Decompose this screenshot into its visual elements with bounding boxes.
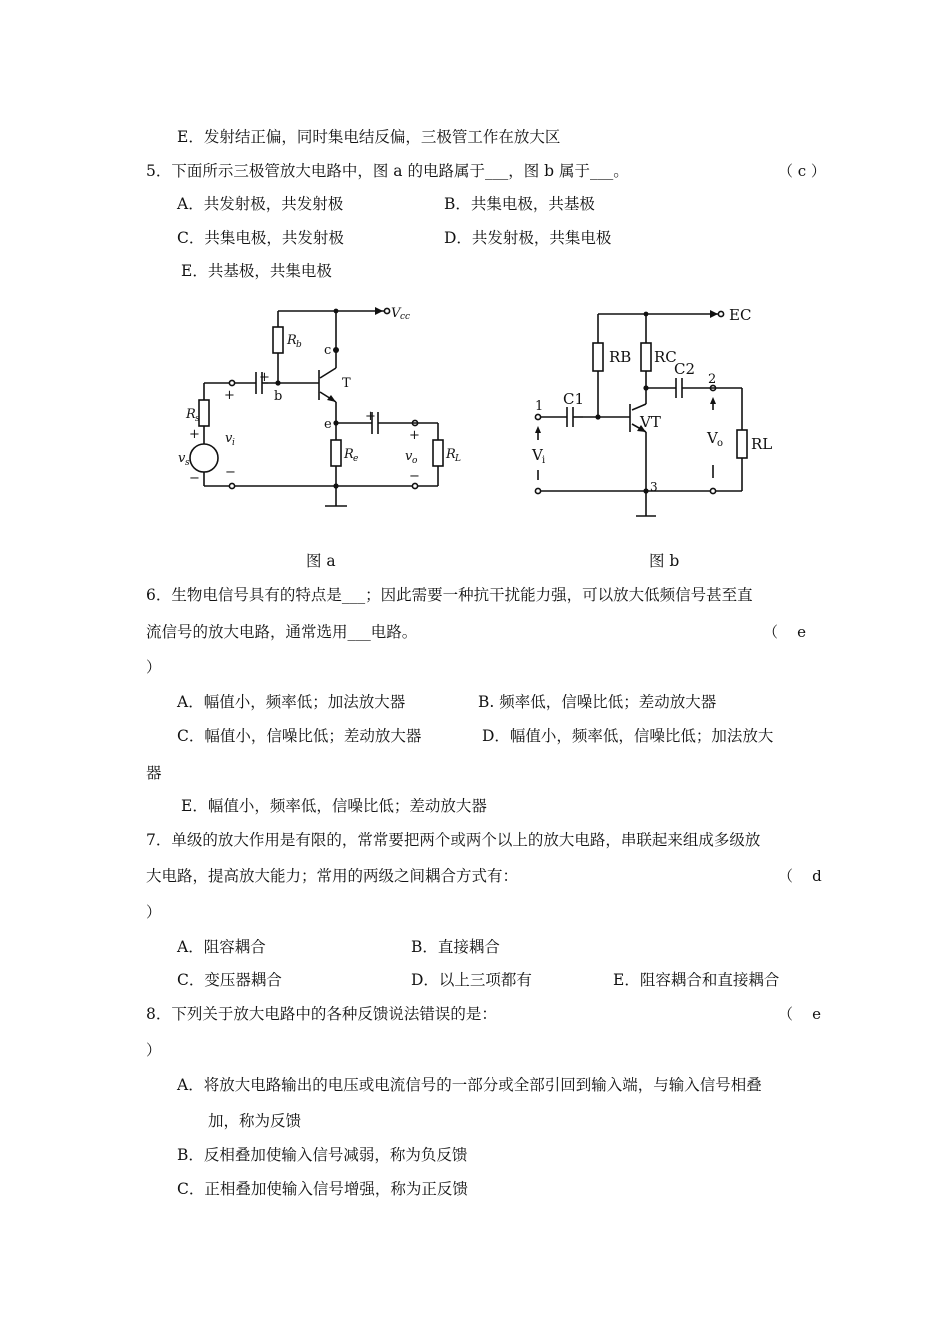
label-rl: R (446, 447, 456, 462)
q7-option-c: C．变压器耦合 (177, 971, 282, 989)
label-vi: v (225, 431, 233, 446)
q7-stem-line2: 大电路，提高放大能力；常用的两级之间耦合方式有： (146, 867, 519, 885)
label-e: e (324, 417, 332, 432)
label-vo-b-sub: o (717, 438, 724, 449)
label-vs: v (178, 451, 186, 466)
label-minus-src: − (189, 471, 200, 486)
figure-b-caption: 图 b (649, 552, 680, 570)
q7-answer-open: （ d (778, 867, 822, 885)
q8-option-a-line1: A．将放大电路输出的电压或电流信号的一部分或全部引回到输入端，与输入信号相叠 (177, 1076, 762, 1094)
q8-option-b: B．反相叠加使输入信号减弱，称为负反馈 (177, 1146, 468, 1164)
label-vo: v (405, 449, 413, 464)
q7-option-a: A．阻容耦合 (177, 938, 266, 956)
label-plus-src: + (189, 427, 200, 442)
q5-option-a: A．共发射极，共发射极 (177, 195, 344, 213)
label-minus-out: − (409, 469, 420, 484)
label-node-2: 2 (708, 372, 717, 387)
q6-option-d: D．幅值小，频率低，信噪比低；加法放大 (482, 727, 774, 745)
q6-option-e: E．幅值小，频率低，信噪比低；差动放大器 (181, 797, 487, 815)
q6-option-a: A．幅值小，频率低；加法放大器 (177, 693, 406, 711)
label-vo-sub: o (412, 456, 418, 466)
q5-stem: 5．下面所示三极管放大电路中，图 a 的电路属于___，图 b 属于___。 (146, 162, 629, 180)
label-vo-b: V (707, 429, 718, 447)
q8-answer-open: （ e (778, 1005, 821, 1023)
q7-stem-line1: 7．单级的放大作用是有限的，常常要把两个或两个以上的放大电路，串联起来组成多级放 (146, 831, 761, 849)
label-rb-sub: b (296, 340, 302, 350)
label-vi-sub: i (232, 438, 235, 448)
label-vi-b: V (532, 446, 543, 464)
label-rl-b: RL (751, 435, 773, 453)
q6-option-c: C．幅值小，信噪比低；差动放大器 (177, 727, 422, 745)
label-plus-cin: + (259, 370, 270, 385)
q6-stem-line1: 6．生物电信号具有的特点是___；因此需要一种抗干扰能力强，可以放大低频信号甚至直 (146, 586, 753, 604)
label-vt: VT (640, 413, 661, 431)
q8-option-a-line2: 加，称为反馈 (208, 1112, 302, 1130)
label-ec: EC (729, 306, 752, 324)
q8-answer-close: ） (146, 1041, 162, 1059)
label-rs-sub: s (195, 414, 200, 424)
q5-option-d: D．共发射极，共集电极 (444, 229, 612, 247)
label-node-3: 3 (650, 480, 658, 494)
q8-option-c: C．正相叠加使输入信号增强，称为正反馈 (177, 1180, 468, 1198)
q5-option-b: B．共集电极，共基极 (444, 195, 595, 213)
q6-answer-open: （ e (763, 623, 806, 641)
label-vcc: V (391, 306, 401, 321)
q7-option-d: D．以上三项都有 (411, 971, 532, 989)
circuit-figure-b (0, 0, 950, 560)
label-vi-b-sub: i (542, 455, 546, 466)
q5-option-e: E．共基极，共集电极 (181, 262, 332, 280)
label-re-sub: e (353, 454, 359, 464)
q6-option-d-cont: 器 (146, 764, 162, 782)
q6-answer-close: ） (146, 658, 162, 676)
label-rb-b: RB (609, 348, 632, 366)
label-rl-sub: L (455, 454, 461, 464)
q4-option-e: E．发射结正偏，同时集电结反偏，三极管工作在放大区 (177, 128, 561, 146)
label-c1: C1 (563, 390, 585, 408)
q8-stem: 8．下列关于放大电路中的各种反馈说法错误的是： (146, 1005, 497, 1023)
label-b: b (274, 389, 283, 404)
q5-option-c: C．共集电极，共发射极 (177, 229, 344, 247)
label-c2: C2 (674, 360, 696, 378)
label-re: R (344, 447, 354, 462)
label-vcc-sub: cc (400, 312, 411, 322)
figure-a-caption: 图 a (306, 552, 336, 570)
label-rs: R (186, 407, 196, 422)
q5-answer: （ c ） (778, 162, 826, 180)
q6-option-b: B. 频率低，信噪比低；差动放大器 (478, 693, 717, 711)
label-rc: RC (654, 348, 677, 366)
label-node-1: 1 (535, 399, 544, 414)
q7-option-b: B．直接耦合 (411, 938, 500, 956)
q7-option-e: E．阻容耦合和直接耦合 (613, 971, 780, 989)
q6-stem-line2: 流信号的放大电路，通常选用___电路。 (146, 623, 418, 641)
label-plus-in: + (224, 388, 235, 403)
q7-answer-close: ） (146, 903, 162, 921)
label-minus-in: − (225, 465, 236, 480)
label-plus-out: + (409, 428, 420, 443)
label-c: c (324, 343, 332, 358)
label-t: T (342, 376, 351, 391)
label-vs-sub: s (185, 458, 190, 468)
label-rb: R (287, 333, 297, 348)
label-plus-cout: + (365, 409, 376, 424)
